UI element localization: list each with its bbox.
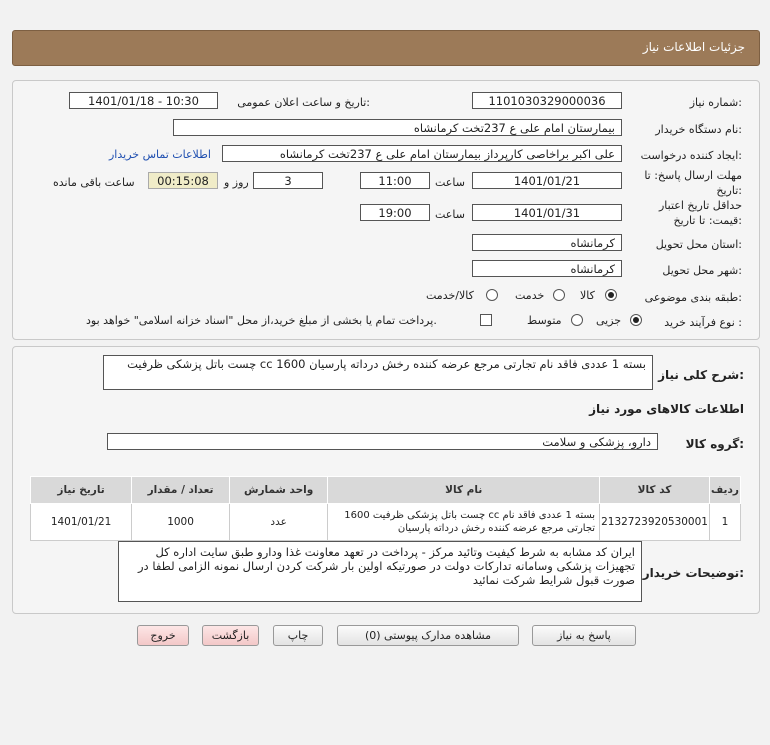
remaining-time-field: 00:15:08	[148, 172, 218, 189]
row-idx: 1	[709, 504, 740, 541]
validity-time-label: ساعت	[435, 208, 465, 221]
process-radio-minor[interactable]	[630, 314, 642, 326]
col-idx: ردیف	[709, 477, 740, 504]
process-label: نوع فرآیند خرید :	[664, 316, 742, 329]
table-header-row	[31, 477, 741, 504]
creator-label: ایجاد کننده درخواست:	[640, 149, 742, 162]
process-option-medium: متوسط	[527, 314, 562, 327]
col-unit: واحد شمارش	[229, 477, 327, 504]
row-name: چست باتل پزشکی ظرفیت 1600 cc بسته 1 عددی فاقد نام تجارتی مرجع عرضه کننده رخش درداته پارسیان	[328, 504, 600, 541]
row-date: 1401/01/21	[31, 504, 132, 541]
deadline-label: مهلت ارسال پاسخ: تا تاریخ:	[644, 169, 742, 197]
buyer-notes-field: ایران کد مشابه به شرط کیفیت وتائید مرکز - پرداخت در تعهد معاونت غذا ودارو طبق سایت اداره کل تجهیزات پزشکی وسامانه تدارکات دولت در صورتیکه اولین بار شرکت کردن ارسال نمونه الزامی لطفا در صورت قبول شرایط شرکت نمائید	[118, 541, 642, 602]
summary-field: چست باتل پزشکی ظرفیت cc 1600 بسته 1 عددی فاقد نام تجارتی مرجع عرضه کننده رخش درداته پارسیان	[103, 355, 653, 390]
buyer-org-field: بیمارستان امام علی ع 237تخت کرمانشاه	[173, 119, 622, 136]
goods-group-field: دارو، پزشکی و سلامت	[107, 433, 658, 450]
buyer-notes-label: توضیحات خریدار:	[642, 566, 744, 580]
validity-time-field: 19:00	[360, 204, 430, 221]
goods-section-title: اطلاعات کالاهای مورد نیاز	[589, 402, 744, 416]
col-code: کد کالا	[600, 477, 710, 504]
process-radio-medium[interactable]	[571, 314, 583, 326]
summary-label: شرح کلی نیاز:	[658, 368, 744, 382]
col-date: تاریخ نیاز	[31, 477, 132, 504]
days-label: روز و	[224, 176, 249, 189]
treasury-checkbox[interactable]	[480, 314, 492, 326]
announce-field: 1401/01/18 - 10:30	[69, 92, 218, 109]
col-qty: تعداد / مقدار	[132, 477, 230, 504]
page-header	[12, 30, 760, 66]
category-label: طبقه بندی موضوعی:	[644, 291, 742, 304]
back-button[interactable]: بازگشت	[202, 625, 259, 646]
table-row	[31, 504, 741, 541]
row-unit: عدد	[229, 504, 327, 541]
creator-field: علی اکبر براخاصی کارپرداز بیمارستان امام علی ع 237تخت کرمانشاه	[222, 145, 622, 162]
validity-date-field: 1401/01/31	[472, 204, 622, 221]
process-option-minor: جزیی	[596, 314, 622, 327]
deadline-date-field: 1401/01/21	[472, 172, 622, 189]
exit-button[interactable]: خروج	[137, 625, 189, 646]
payment-note: پرداخت تمام یا بخشی از مبلغ خرید،از محل "اسناد خزانه اسلامی" خواهد بود.	[86, 314, 437, 327]
need-number-label: شماره نیاز:	[689, 96, 742, 109]
deadline-time-field: 11:00	[360, 172, 430, 189]
province-field: کرمانشاه	[472, 234, 622, 251]
city-label: شهر محل تحویل:	[662, 264, 742, 277]
print-button[interactable]: چاپ	[273, 625, 323, 646]
city-field: کرمانشاه	[472, 260, 622, 277]
remaining-label: ساعت باقی مانده	[53, 176, 135, 189]
category-option-service: خدمت	[515, 289, 545, 302]
goods-group-label: گروه کالا:	[685, 437, 744, 451]
row-code: 2132723920530001	[600, 504, 710, 541]
validity-label: حداقل تاریخ اعتبار قیمت: تا تاریخ:	[658, 199, 742, 227]
category-radio-goods[interactable]	[605, 289, 617, 301]
buyer-org-label: نام دستگاه خریدار:	[655, 123, 742, 136]
category-radio-both[interactable]	[486, 289, 498, 301]
announce-label: تاریخ و ساعت اعلان عمومی:	[237, 96, 370, 109]
category-radio-service[interactable]	[553, 289, 565, 301]
deadline-time-label: ساعت	[435, 176, 465, 189]
items-table	[30, 476, 741, 541]
attachments-button[interactable]: مشاهده مدارک پیوستی (0)	[337, 625, 519, 646]
col-name: نام کالا	[328, 477, 600, 504]
need-number-field: 1101030329000036	[472, 92, 622, 109]
province-label: استان محل تحویل:	[655, 238, 742, 251]
days-field: 3	[253, 172, 323, 189]
row-qty: 1000	[132, 504, 230, 541]
category-option-both: کالا/خدمت	[426, 289, 474, 302]
category-option-goods: کالا	[580, 289, 595, 302]
reply-button[interactable]: پاسخ به نیاز	[532, 625, 636, 646]
page-title: جزئیات اطلاعات نیاز	[642, 40, 745, 54]
contact-buyer-link[interactable]: اطلاعات تماس خریدار	[109, 148, 211, 161]
